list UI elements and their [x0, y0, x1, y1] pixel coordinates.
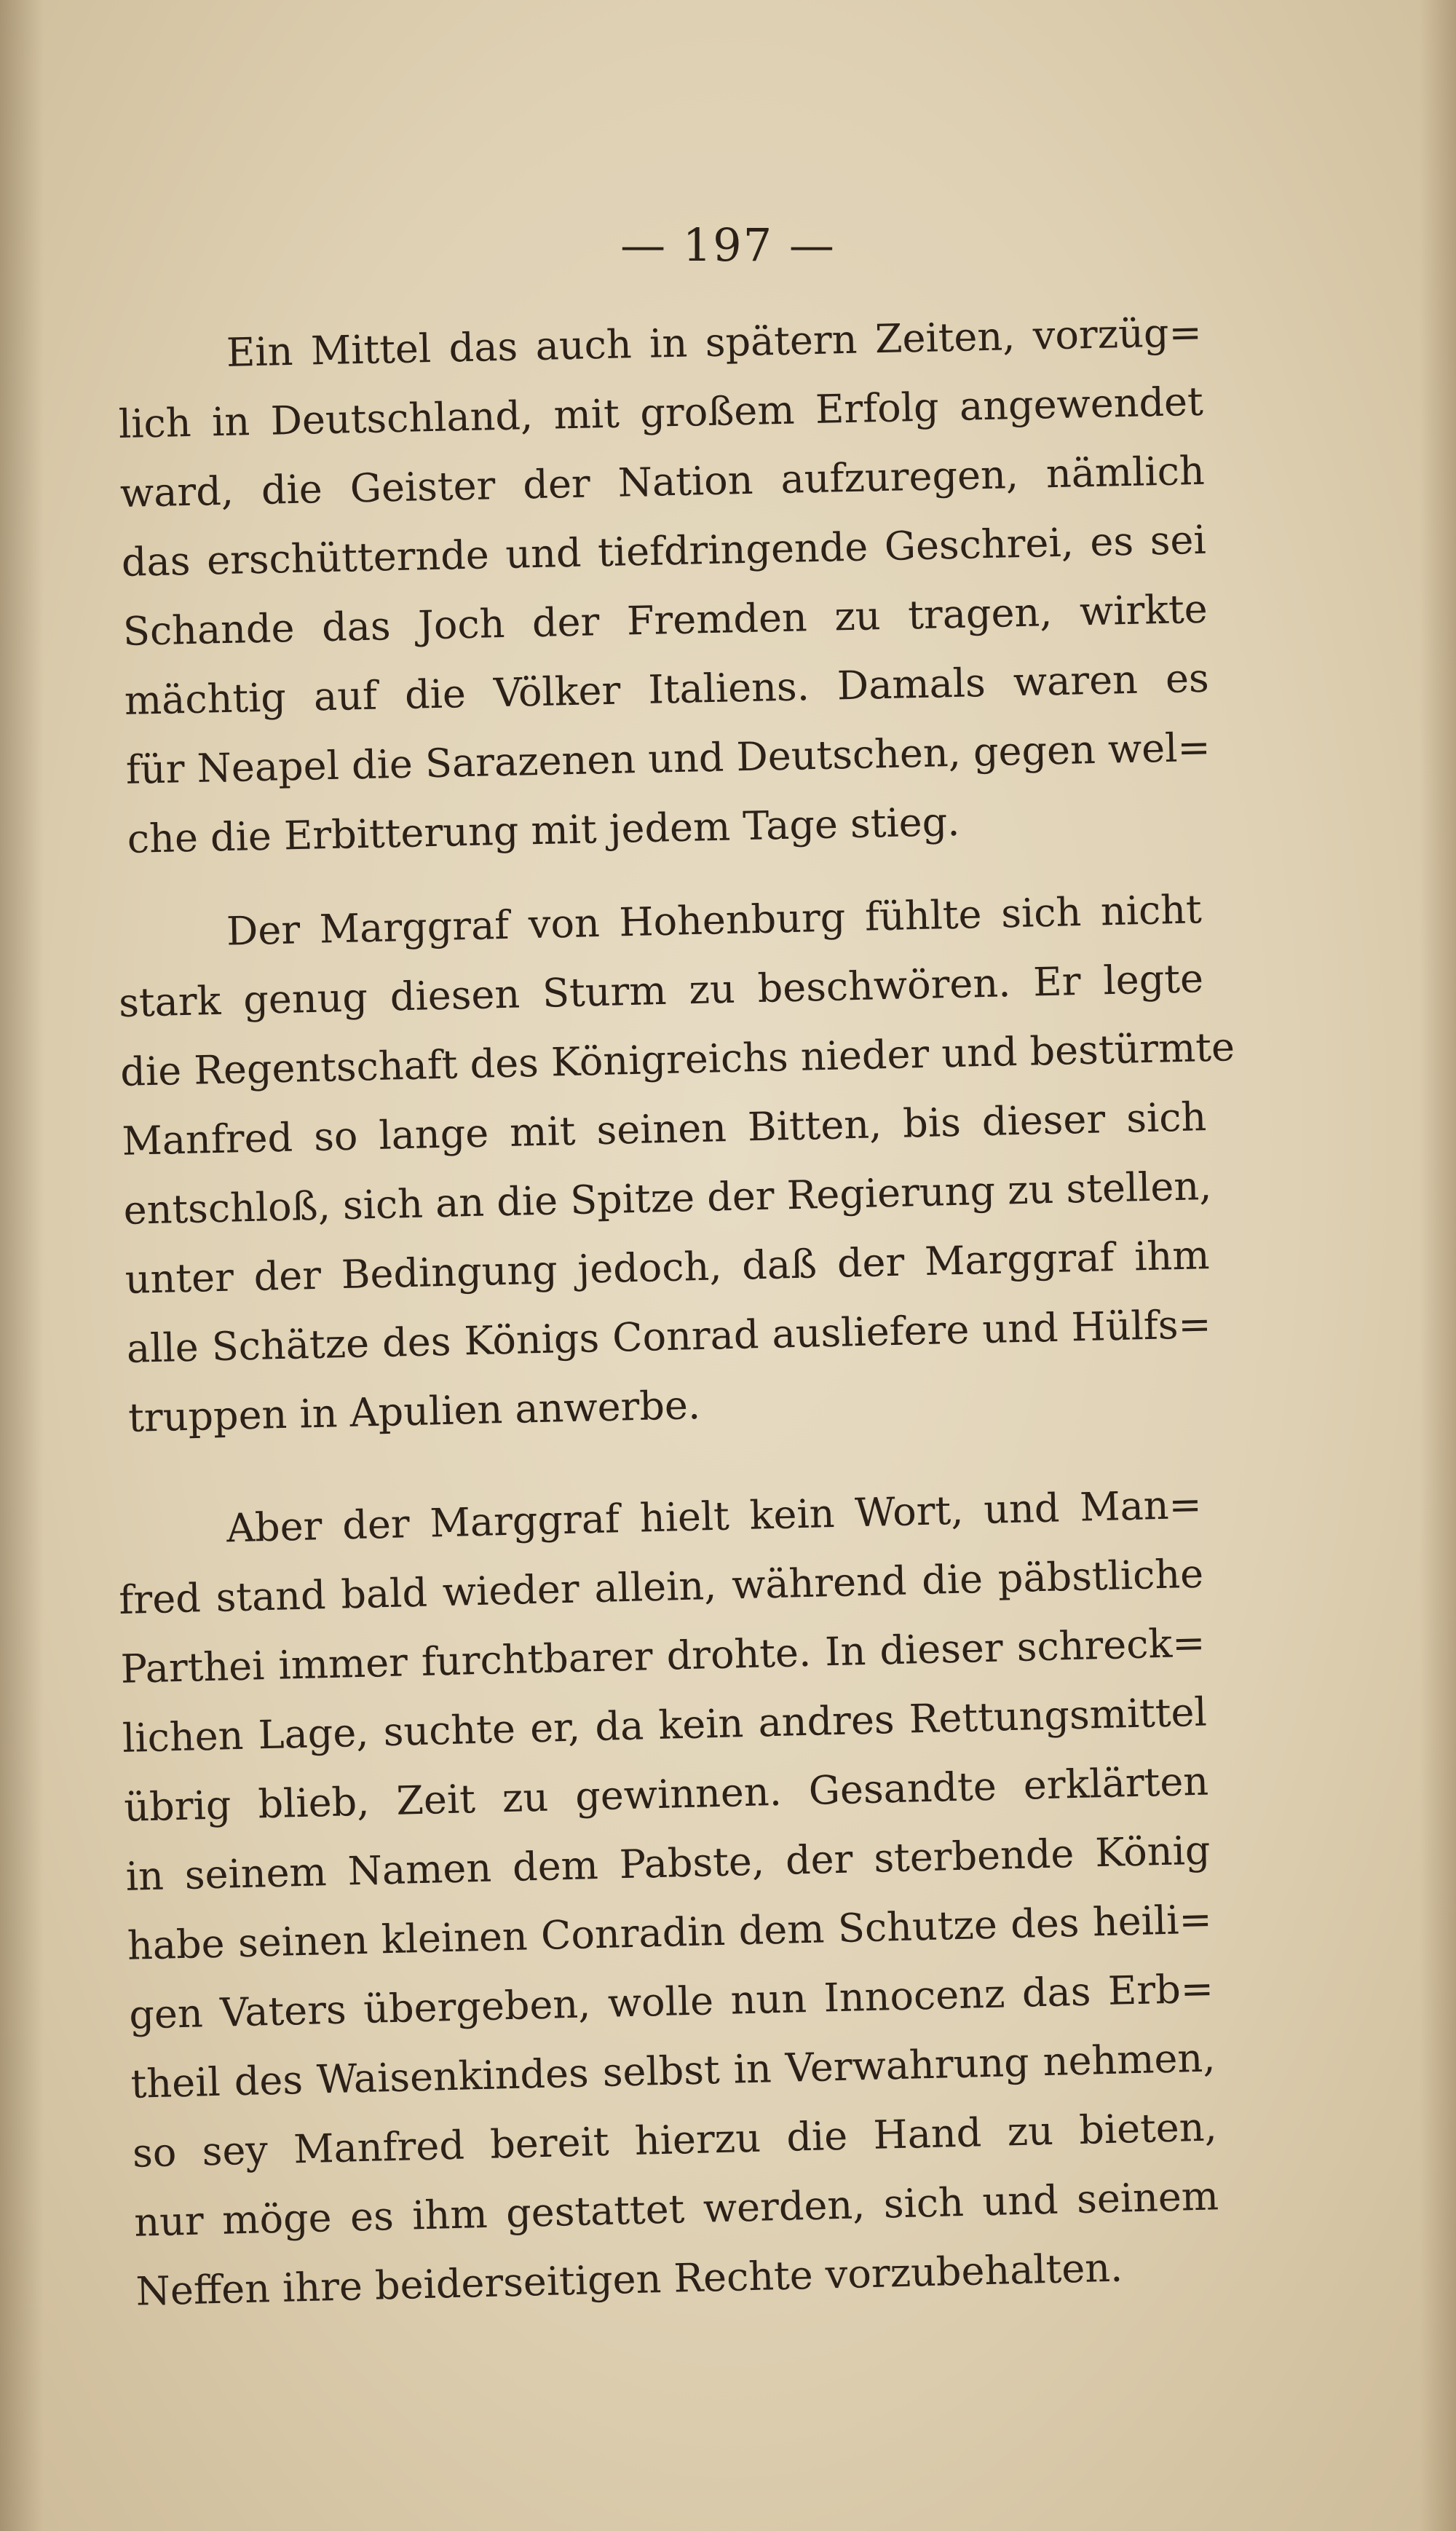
- text-line: Aber der Marggraf hielt kein Wort, und Man=: [226, 1481, 1203, 1552]
- text-line: truppen in Apulien anwerbe.: [127, 1381, 701, 1441]
- paragraph-2: [116, 874, 1235, 1453]
- text-line: Parthei immer furchtbarer drohte. In dieser schreck=: [120, 1619, 1206, 1692]
- text-line: Manfred so lange mit seinen Bitten, bis dieser sich: [121, 1094, 1207, 1164]
- text-line: lichen Lage, suchte er, da kein andres Rettungsmittel: [122, 1689, 1208, 1761]
- text-line: Neffen ihre beiderseitigen Rechte vorzubehalten.: [135, 2244, 1123, 2315]
- text-line: fred stand bald wieder allein, während die päbstliche: [118, 1550, 1204, 1623]
- text-line: die Regentschaft des Königreichs nieder und bestürmte: [119, 1024, 1235, 1095]
- text-line: habe seinen kleinen Conradin dem Schutze des heili=: [127, 1896, 1213, 1969]
- text-line: che die Erbitterung mit jedem Tage stieg.: [127, 798, 960, 862]
- text-line: theil des Waisenkindes selbst in Verwahrung nehmen,: [130, 2034, 1216, 2107]
- paragraph-3: [116, 1470, 1221, 2326]
- page-number: — 197 —: [620, 218, 836, 272]
- text-line: nur möge es ihm gestattet werden, sich und seinem: [133, 2173, 1219, 2246]
- text-line: lich in Deutschland, mit großem Erfolg angewendet: [118, 378, 1204, 447]
- page-edge: [1420, 0, 1456, 2531]
- text-line: in seinem Namen dem Pabste, der sterbende König: [124, 1827, 1211, 1900]
- text-line: für Neapel die Sarazenen und Deutschen, gegen wel=: [125, 724, 1211, 793]
- text-line: Schande das Joch der Fremden zu tragen, wirkte: [122, 585, 1208, 655]
- text-line: gen Vaters übergeben, wolle nun Innocenz das Erb=: [128, 1965, 1214, 2038]
- text-line: so sey Manfred bereit hierzu die Hand zu bieten,: [132, 2104, 1218, 2176]
- text-line: mächtig auf die Völker Italiens. Damals waren es: [124, 655, 1210, 724]
- text-line: entschloß, sich an die Spitze der Regierung zu stellen,: [122, 1162, 1212, 1233]
- text-line: Der Marggraf von Hohenburg fühlte sich nicht: [226, 886, 1203, 955]
- paragraph-1: [116, 298, 1213, 874]
- spine-shadow: [0, 0, 44, 2531]
- text-line: Ein Mittel das auch in spätern Zeiten, vorzüg=: [226, 309, 1203, 376]
- text-line: alle Schätze des Königs Conrad ausliefere und Hülfs=: [126, 1301, 1212, 1372]
- text-line: unter der Bedingung jedoch, daß der Marggraf ihm: [124, 1232, 1211, 1303]
- text-line: stark genug diesen Sturm zu beschwören. Er legte: [118, 955, 1204, 1026]
- text-line: übrig blieb, Zeit zu gewinnen. Gesandte erklärten: [123, 1758, 1209, 1831]
- text-line: das erschütternde und tiefdringende Geschrei, es sei: [121, 516, 1207, 585]
- text-line: ward, die Geister der Nation aufzuregen, nämlich: [119, 447, 1206, 516]
